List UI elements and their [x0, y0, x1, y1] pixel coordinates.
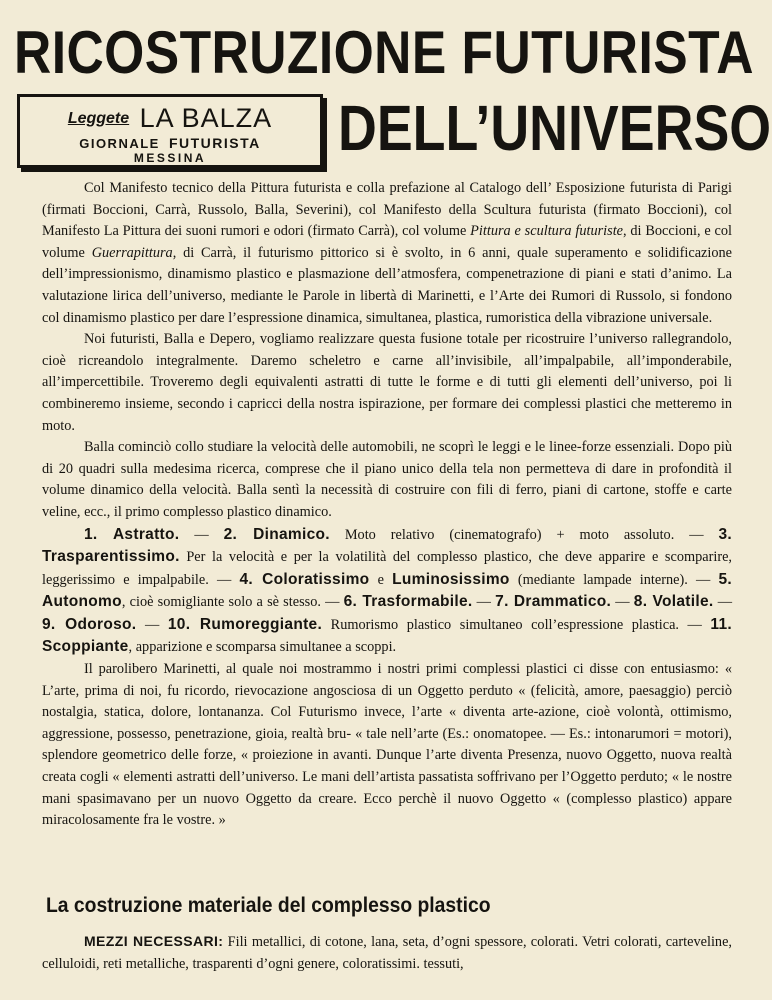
paragraph-intro-text-c: , di Carrà, il futurismo pittorico si è svolto, in 6 anni, quale superamento e solidificazione dell’impressionismo, dinamismo plastico e plasmazione dell’atmosfera, compenetrazione di piani e stati d’animo. La valutazione lirica dell’universo, mediante le Parole in libertà di Marinetti, e l’Arte dei Rumori di Russolo, si fondono col dinamismo plastico per dare l’espressione dinamica, simultanea, plastica, rumoristica della vibrazione universale. — [42, 244, 732, 326]
mezzi-text: Fili metallici, di cotone, lana, seta, d’ogni spessore, colorati. Vetri colorati, carteveline, celluloidi, reti metalliche, trasparenti d’ogni genere, coloratissimi. tessuti, — [42, 934, 732, 972]
mezzi-label: MEZZI NECESSARI: — [84, 933, 224, 949]
advert-giornale: GIORNALE — [79, 136, 160, 151]
property-volatile: 8. Volatile. — [633, 593, 714, 611]
property-coloratissimo: 4. Coloratissimo — [239, 570, 370, 588]
property-odoroso: 9. Odoroso. — [42, 615, 137, 633]
section-heading: La costruzione materiale del complesso plastico — [46, 894, 491, 917]
main-title: RICOSTRUZIONE FUTURISTA — [14, 19, 754, 86]
paragraph-intro-text-b: , di Boccioni, e col volume — [42, 223, 732, 261]
list-separator: — — [179, 526, 224, 543]
list-conjunction: e — [369, 571, 393, 588]
property-rumoreggiante: 10. Rumoreggiante. — [167, 615, 323, 633]
book-title-pittura-scultura: Pittura e scultura futuriste — [470, 223, 624, 240]
advert-city: MESSINA — [133, 151, 207, 165]
paragraph-mezzi — [42, 930, 732, 975]
paragraph-properties-list — [42, 524, 732, 660]
list-separator: — — [713, 594, 732, 611]
paragraph-marinetti-quote: Il parolibero Marinetti, al quale noi mostrammo i nostri primi complessi plastici ci disse con entusiasmo: « L’arte, prima di noi, fu ricordo, rievocazione angosciosa di un Oggetto perduto « (felicità, amore, paesaggio) perciò nostalgia, statica, dolore, lontananza. Col Futurismo invece, l’arte « diventa arte-azione, cioè volontà, ottimismo, aggressione, possesso, penetrazione, gioia, realtà bru- « tale nell’arte (Es.: onomatopee. — Es.: intonarumori = motori), splendore geometrico delle forze, « proiezione in avanti. Dunque l’arte diventa Presenza, nuovo Oggetto, nuova realtà creata cogli « elementi astratti dell’universo. Le mani dell’artista passatista soffrivano per l’Oggetto perduto; « le nostre mani spasimavano per un nuovo Oggetto da creare. Ecco perchè il nuovo Oggetto « (complesso plastico) appare miracolosamente fra le vostre. » — [42, 661, 732, 829]
property-trasparentissimo: 3. Trasparentissimo. — [42, 525, 733, 566]
advert-futurista: FUTURISTA — [168, 135, 261, 151]
list-separator: — — [136, 616, 168, 633]
manifesto-body — [42, 178, 732, 832]
property-rumoreggiante-text: Rumorismo plastico simultaneo coll’espressione plastica. — — [322, 616, 711, 633]
paragraph-balla-velocita: Balla cominciò collo studiare la velocità delle automobili, ne scoprì le leggi e le linee-forze essenziali. Dopo più di 20 quadri sulla medesima ricerca, comprese che il piano unico della tela non permetteva di dare in profondità il volume dinamico della velocità. Balla sentì la necessità di costruire con fili di ferro, piani di cartone, stoffe e carte veline, ecc., il primo complesso plastico dinamico. — [42, 439, 732, 520]
property-luminosissimo-text: (mediante lampade interne). — — [509, 571, 719, 588]
advert-leggete: Leggete — [67, 110, 130, 127]
paragraph-intro — [42, 178, 732, 329]
main-title-line2: DELL’UNIVERSO — [338, 92, 772, 164]
list-separator: — — [472, 594, 496, 611]
property-trasformabile: 6. Trasformabile. — [343, 593, 473, 611]
property-drammatico: 7. Drammatico. — [495, 593, 612, 611]
section-body — [42, 930, 732, 975]
property-luminosissimo: Luminosissimo — [392, 570, 510, 588]
property-scoppiante-text: , apparizione e scomparsa simultanee a scoppi. — [128, 639, 397, 656]
property-trasparentissimo-text: Per la velocità e per la volatilità del complesso plastico, che deve apparire e scomparire, leggerissimo e impalpabile. — — [42, 549, 732, 588]
advert-journal-name: LA BALZA — [139, 103, 273, 133]
property-dinamico: 2. Dinamico. — [223, 525, 330, 543]
property-autonomo: 5. Autonomo — [42, 570, 732, 611]
list-separator: — — [611, 594, 634, 611]
la-balza-advert-box — [17, 94, 323, 168]
book-title-guerrapittura: Guerrapittura — [91, 244, 173, 261]
property-scoppiante: 11. Scoppiante — [42, 615, 733, 656]
paragraph-balla-depero: Noi futuristi, Balla e Depero, vogliamo realizzare questa fusione totale per ricostruire l’universo rallegrandolo, cioè ricreandolo integralmente. Daremo scheletro e carne all’invisibile, all’impalpabile, all’imponderabile, all’impercettibile. Troveremo degli equivalenti astratti di tutte le forme e di tutti gli elementi dell’universo, poi li combineremo insieme, secondo i capricci della nostra ispirazione, per formare dei complessi plastici che metteremo in moto. — [42, 331, 732, 434]
paragraph-intro-text-a: Col Manifesto tecnico della Pittura futurista e colla prefazione al Catalogo dell’ Esposizione futurista di Parigi (firmati Boccioni, Carrà, Russolo, Balla, Severini), col Manifesto della Scultura futurista (firmato Boccioni), col Manifesto La Pittura dei suoni rumori e odori (firmato Carrà), col volume — [42, 180, 732, 240]
property-dinamico-text: Moto relativo (cinematografo) + moto assoluto. — — [329, 526, 719, 543]
property-autonomo-text: , cioè somigliante solo a sè stesso. — — [121, 594, 344, 611]
property-astratto: 1. Astratto. — [84, 525, 180, 543]
